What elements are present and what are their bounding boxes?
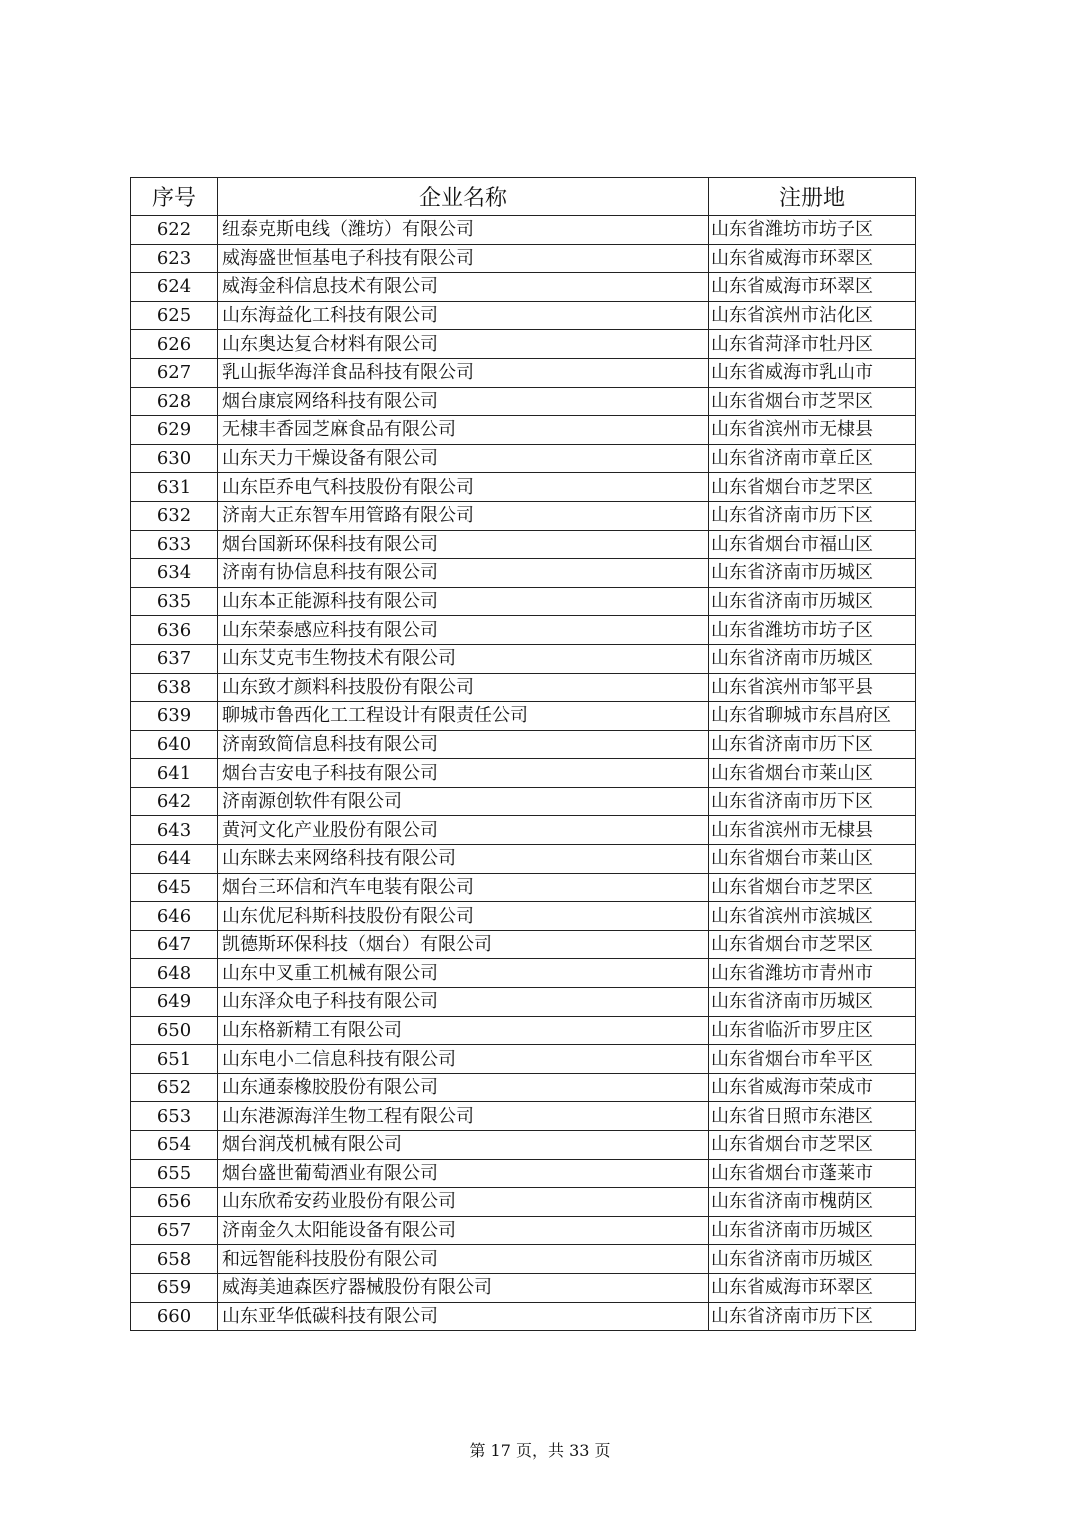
company-name-cell: 威海盛世恒基电子科技有限公司 (218, 244, 709, 273)
serial-cell: 627 (131, 358, 218, 387)
company-name-cell: 山东眯去来网络科技有限公司 (218, 845, 709, 874)
registration-place-cell: 山东省烟台市芝罘区 (709, 387, 916, 416)
registration-place-cell: 山东省威海市环翠区 (709, 1273, 916, 1302)
table-row (131, 330, 916, 359)
company-name-cell: 济南致简信息科技有限公司 (218, 730, 709, 759)
table-row (131, 1245, 916, 1274)
serial-cell: 633 (131, 530, 218, 559)
registration-place-cell: 山东省济南市历城区 (709, 644, 916, 673)
registration-place-cell: 山东省烟台市芝罘区 (709, 473, 916, 502)
company-name-cell: 济南大正东智车用管路有限公司 (218, 501, 709, 530)
serial-cell: 624 (131, 273, 218, 302)
serial-cell: 645 (131, 873, 218, 902)
registration-place-cell: 山东省济南市历城区 (709, 988, 916, 1017)
registration-place-cell: 山东省济南市历城区 (709, 1216, 916, 1245)
company-name-cell: 济南金久太阳能设备有限公司 (218, 1216, 709, 1245)
table-row (131, 1302, 916, 1331)
serial-cell: 651 (131, 1045, 218, 1074)
company-name-cell: 乳山振华海洋食品科技有限公司 (218, 358, 709, 387)
serial-cell: 642 (131, 787, 218, 816)
table-row (131, 616, 916, 645)
company-name-cell: 烟台吉安电子科技有限公司 (218, 759, 709, 788)
company-name-cell: 山东欣希安药业股份有限公司 (218, 1188, 709, 1217)
registration-place-cell: 山东省滨州市滨城区 (709, 902, 916, 931)
company-name-cell: 纽泰克斯电线（潍坊）有限公司 (218, 216, 709, 245)
serial-cell: 641 (131, 759, 218, 788)
serial-cell: 639 (131, 702, 218, 731)
table-row (131, 1188, 916, 1217)
registration-place-cell: 山东省烟台市莱山区 (709, 759, 916, 788)
serial-cell: 643 (131, 816, 218, 845)
serial-cell: 652 (131, 1073, 218, 1102)
registration-place-cell: 山东省潍坊市坊子区 (709, 216, 916, 245)
page-footer: 第 17 页，共 33 页 (469, 1441, 611, 1460)
serial-cell: 654 (131, 1131, 218, 1160)
registration-place-cell: 山东省潍坊市青州市 (709, 959, 916, 988)
serial-cell: 628 (131, 387, 218, 416)
serial-cell: 637 (131, 644, 218, 673)
table-row (131, 587, 916, 616)
company-name-cell: 山东致才颜料科技股份有限公司 (218, 673, 709, 702)
serial-cell: 623 (131, 244, 218, 273)
table-row (131, 559, 916, 588)
serial-cell: 631 (131, 473, 218, 502)
serial-cell: 655 (131, 1159, 218, 1188)
serial-cell: 658 (131, 1245, 218, 1274)
serial-cell: 659 (131, 1273, 218, 1302)
table-row (131, 959, 916, 988)
registration-place-cell: 山东省日照市东港区 (709, 1102, 916, 1131)
serial-cell: 646 (131, 902, 218, 931)
company-name-cell: 和远智能科技股份有限公司 (218, 1245, 709, 1274)
company-name-cell: 山东中叉重工机械有限公司 (218, 959, 709, 988)
company-name-cell: 山东优尼科斯科技股份有限公司 (218, 902, 709, 931)
company-name-cell: 烟台三环信和汽车电装有限公司 (218, 873, 709, 902)
table-row (131, 1159, 916, 1188)
company-name-cell: 山东本正能源科技有限公司 (218, 587, 709, 616)
company-name-cell: 山东臣乔电气科技股份有限公司 (218, 473, 709, 502)
registration-place-cell: 山东省烟台市芝罘区 (709, 1131, 916, 1160)
table-row (131, 301, 916, 330)
company-name-cell: 山东奥达复合材料有限公司 (218, 330, 709, 359)
company-name-cell: 山东海益化工科技有限公司 (218, 301, 709, 330)
company-name-cell: 威海美迪森医疗器械股份有限公司 (218, 1273, 709, 1302)
registration-place-cell: 山东省临沂市罗庄区 (709, 1016, 916, 1045)
registration-place-cell: 山东省济南市章丘区 (709, 444, 916, 473)
serial-cell: 647 (131, 930, 218, 959)
company-name-cell: 山东天力干燥设备有限公司 (218, 444, 709, 473)
enterprise-table (130, 177, 916, 1331)
registration-place-cell: 山东省济南市槐荫区 (709, 1188, 916, 1217)
table-row (131, 358, 916, 387)
table-row (131, 673, 916, 702)
table-row (131, 273, 916, 302)
company-name-cell: 威海金科信息技术有限公司 (218, 273, 709, 302)
registration-place-cell: 山东省菏泽市牡丹区 (709, 330, 916, 359)
company-name-cell: 烟台康宸网络科技有限公司 (218, 387, 709, 416)
serial-cell: 650 (131, 1016, 218, 1045)
registration-place-cell: 山东省济南市历城区 (709, 1245, 916, 1274)
header-serial: 序号 (131, 178, 218, 216)
table-body (131, 216, 916, 1331)
registration-place-cell: 山东省威海市环翠区 (709, 244, 916, 273)
table-row (131, 1131, 916, 1160)
table-row (131, 1216, 916, 1245)
registration-place-cell: 山东省滨州市无棣县 (709, 416, 916, 445)
serial-cell: 638 (131, 673, 218, 702)
table-row (131, 244, 916, 273)
table-row (131, 530, 916, 559)
table-row (131, 759, 916, 788)
table-row (131, 873, 916, 902)
company-name-cell: 山东通泰橡胶股份有限公司 (218, 1073, 709, 1102)
company-name-cell: 烟台国新环保科技有限公司 (218, 530, 709, 559)
serial-cell: 636 (131, 616, 218, 645)
company-name-cell: 山东亚华低碳科技有限公司 (218, 1302, 709, 1331)
serial-cell: 656 (131, 1188, 218, 1217)
table-row (131, 444, 916, 473)
serial-cell: 632 (131, 501, 218, 530)
company-name-cell: 济南源创软件有限公司 (218, 787, 709, 816)
company-name-cell: 烟台润茂机械有限公司 (218, 1131, 709, 1160)
company-name-cell: 山东格新精工有限公司 (218, 1016, 709, 1045)
registration-place-cell: 山东省济南市历下区 (709, 501, 916, 530)
registration-place-cell: 山东省济南市历城区 (709, 587, 916, 616)
table-row (131, 216, 916, 245)
serial-cell: 657 (131, 1216, 218, 1245)
serial-cell: 648 (131, 959, 218, 988)
registration-place-cell: 山东省烟台市芝罘区 (709, 873, 916, 902)
table-row (131, 845, 916, 874)
company-name-cell: 山东泽众电子科技有限公司 (218, 988, 709, 1017)
table-row (131, 1045, 916, 1074)
table-row (131, 902, 916, 931)
registration-place-cell: 山东省威海市环翠区 (709, 273, 916, 302)
registration-place-cell: 山东省潍坊市坊子区 (709, 616, 916, 645)
registration-place-cell: 山东省威海市荣成市 (709, 1073, 916, 1102)
table-row (131, 644, 916, 673)
table-row (131, 1073, 916, 1102)
company-name-cell: 山东艾克韦生物技术有限公司 (218, 644, 709, 673)
serial-cell: 625 (131, 301, 218, 330)
company-name-cell: 凯德斯环保科技（烟台）有限公司 (218, 930, 709, 959)
table-row (131, 930, 916, 959)
registration-place-cell: 山东省济南市历下区 (709, 730, 916, 759)
table-row (131, 1273, 916, 1302)
registration-place-cell: 山东省烟台市芝罘区 (709, 930, 916, 959)
table-row (131, 416, 916, 445)
company-name-cell: 山东荣泰感应科技有限公司 (218, 616, 709, 645)
registration-place-cell: 山东省济南市历下区 (709, 787, 916, 816)
registration-place-cell: 山东省烟台市牟平区 (709, 1045, 916, 1074)
registration-place-cell: 山东省烟台市蓬莱市 (709, 1159, 916, 1188)
serial-cell: 629 (131, 416, 218, 445)
table-row (131, 816, 916, 845)
company-name-cell: 聊城市鲁西化工工程设计有限责任公司 (218, 702, 709, 731)
table-row (131, 1102, 916, 1131)
table-row (131, 387, 916, 416)
registration-place-cell: 山东省烟台市莱山区 (709, 845, 916, 874)
registration-place-cell: 山东省烟台市福山区 (709, 530, 916, 559)
table-row (131, 702, 916, 731)
table-row (131, 730, 916, 759)
company-name-cell: 山东港源海洋生物工程有限公司 (218, 1102, 709, 1131)
table-row (131, 501, 916, 530)
serial-cell: 630 (131, 444, 218, 473)
registration-place-cell: 山东省济南市历下区 (709, 1302, 916, 1331)
company-name-cell: 烟台盛世葡萄酒业有限公司 (218, 1159, 709, 1188)
company-name-cell: 无棣丰香园芝麻食品有限公司 (218, 416, 709, 445)
table-row (131, 787, 916, 816)
table-row (131, 988, 916, 1017)
serial-cell: 634 (131, 559, 218, 588)
table-header-row (131, 178, 916, 216)
serial-cell: 635 (131, 587, 218, 616)
registration-place-cell: 山东省威海市乳山市 (709, 358, 916, 387)
table-row (131, 1016, 916, 1045)
registration-place-cell: 山东省聊城市东昌府区 (709, 702, 916, 731)
registration-place-cell: 山东省滨州市无棣县 (709, 816, 916, 845)
serial-cell: 640 (131, 730, 218, 759)
company-name-cell: 山东电小二信息科技有限公司 (218, 1045, 709, 1074)
registration-place-cell: 山东省滨州市邹平县 (709, 673, 916, 702)
company-name-cell: 黄河文化产业股份有限公司 (218, 816, 709, 845)
serial-cell: 622 (131, 216, 218, 245)
table-row (131, 473, 916, 502)
header-registration-place: 注册地 (709, 178, 916, 216)
serial-cell: 660 (131, 1302, 218, 1331)
serial-cell: 644 (131, 845, 218, 874)
header-company-name: 企业名称 (218, 178, 709, 216)
registration-place-cell: 山东省滨州市沾化区 (709, 301, 916, 330)
registration-place-cell: 山东省济南市历城区 (709, 559, 916, 588)
company-name-cell: 济南有协信息科技有限公司 (218, 559, 709, 588)
serial-cell: 649 (131, 988, 218, 1017)
serial-cell: 626 (131, 330, 218, 359)
serial-cell: 653 (131, 1102, 218, 1131)
